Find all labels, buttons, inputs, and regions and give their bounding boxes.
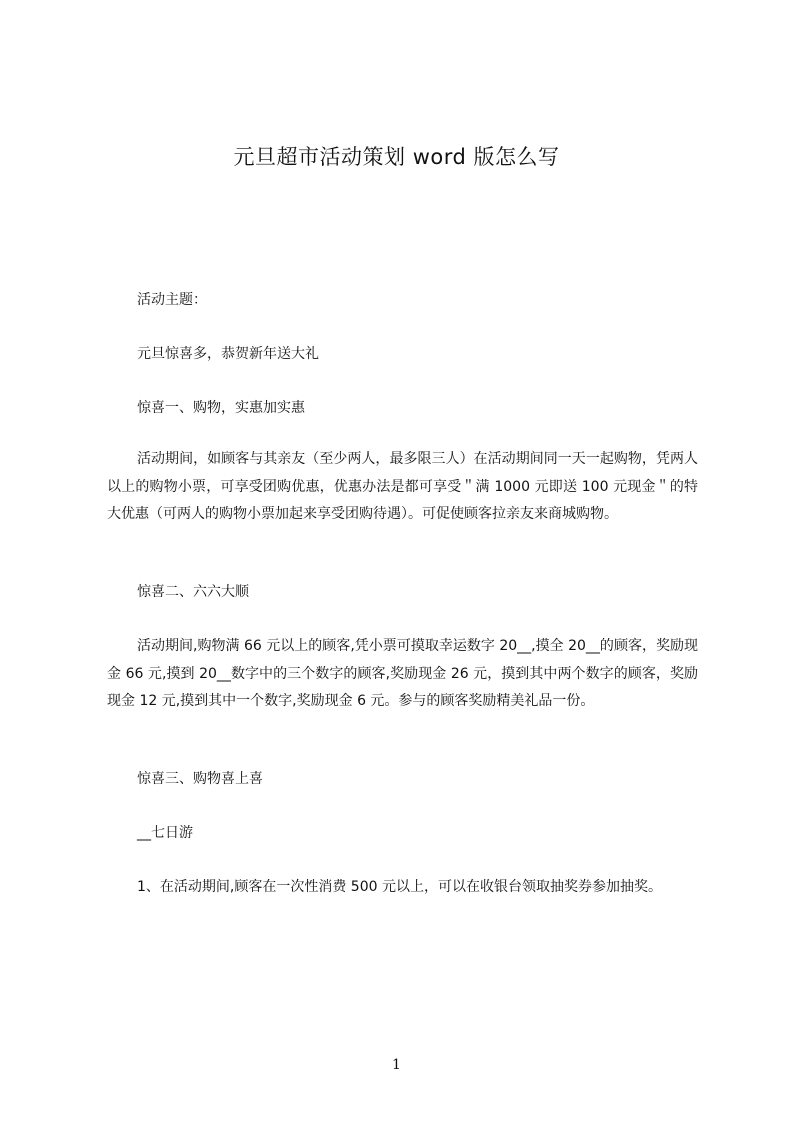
document-title: 元旦超市活动策划 word 版怎么写: [233, 145, 560, 169]
surprise-two-heading: 惊喜二、六六大顺: [137, 584, 249, 600]
rule-one-paragraph: 1、在活动期间,顾客在一次性消费 500 元以上，可以在收银台领取抽奖券参加抽奖。: [137, 879, 662, 895]
surprise-one-paragraph: 活动期间，如顾客与其亲友（至少两人，最多限三人）在活动期间同一天一起购物，凭两人以上的购物小票，可享受团购优惠，优惠办法是都可享受＂满 1000 元即送 100 元现金＂的特大优惠（可两人的购物小票加起来享受团购待遇）。可促使顾客拉亲友来商城购物。: [107, 451, 698, 522]
page-number: 1: [392, 1057, 401, 1073]
theme-text: 元旦惊喜多，恭贺新年送大礼: [137, 346, 319, 362]
surprise-two-paragraph: 活动期间,购物满 66 元以上的顾客,凭小票可摸取幸运数字 20__,摸全 20__的顾客，奖励现金 66 元,摸到 20__数字中的三个数字的顾客,奖励现金 26 元，摸到其中两个数字的顾客，奖励现金 12 元,摸到其中一个数字,奖励现金 6 元。参与的顾客奖励精美礼品一份。: [107, 638, 698, 709]
document-body: [107, 0, 698, 1000]
trip-line: __七日游: [137, 825, 193, 841]
surprise-one-heading: 惊喜一、购物，实惠加实惠: [137, 400, 305, 416]
theme-label: 活动主题：: [137, 292, 207, 308]
surprise-three-heading: 惊喜三、购物喜上喜: [137, 771, 263, 787]
